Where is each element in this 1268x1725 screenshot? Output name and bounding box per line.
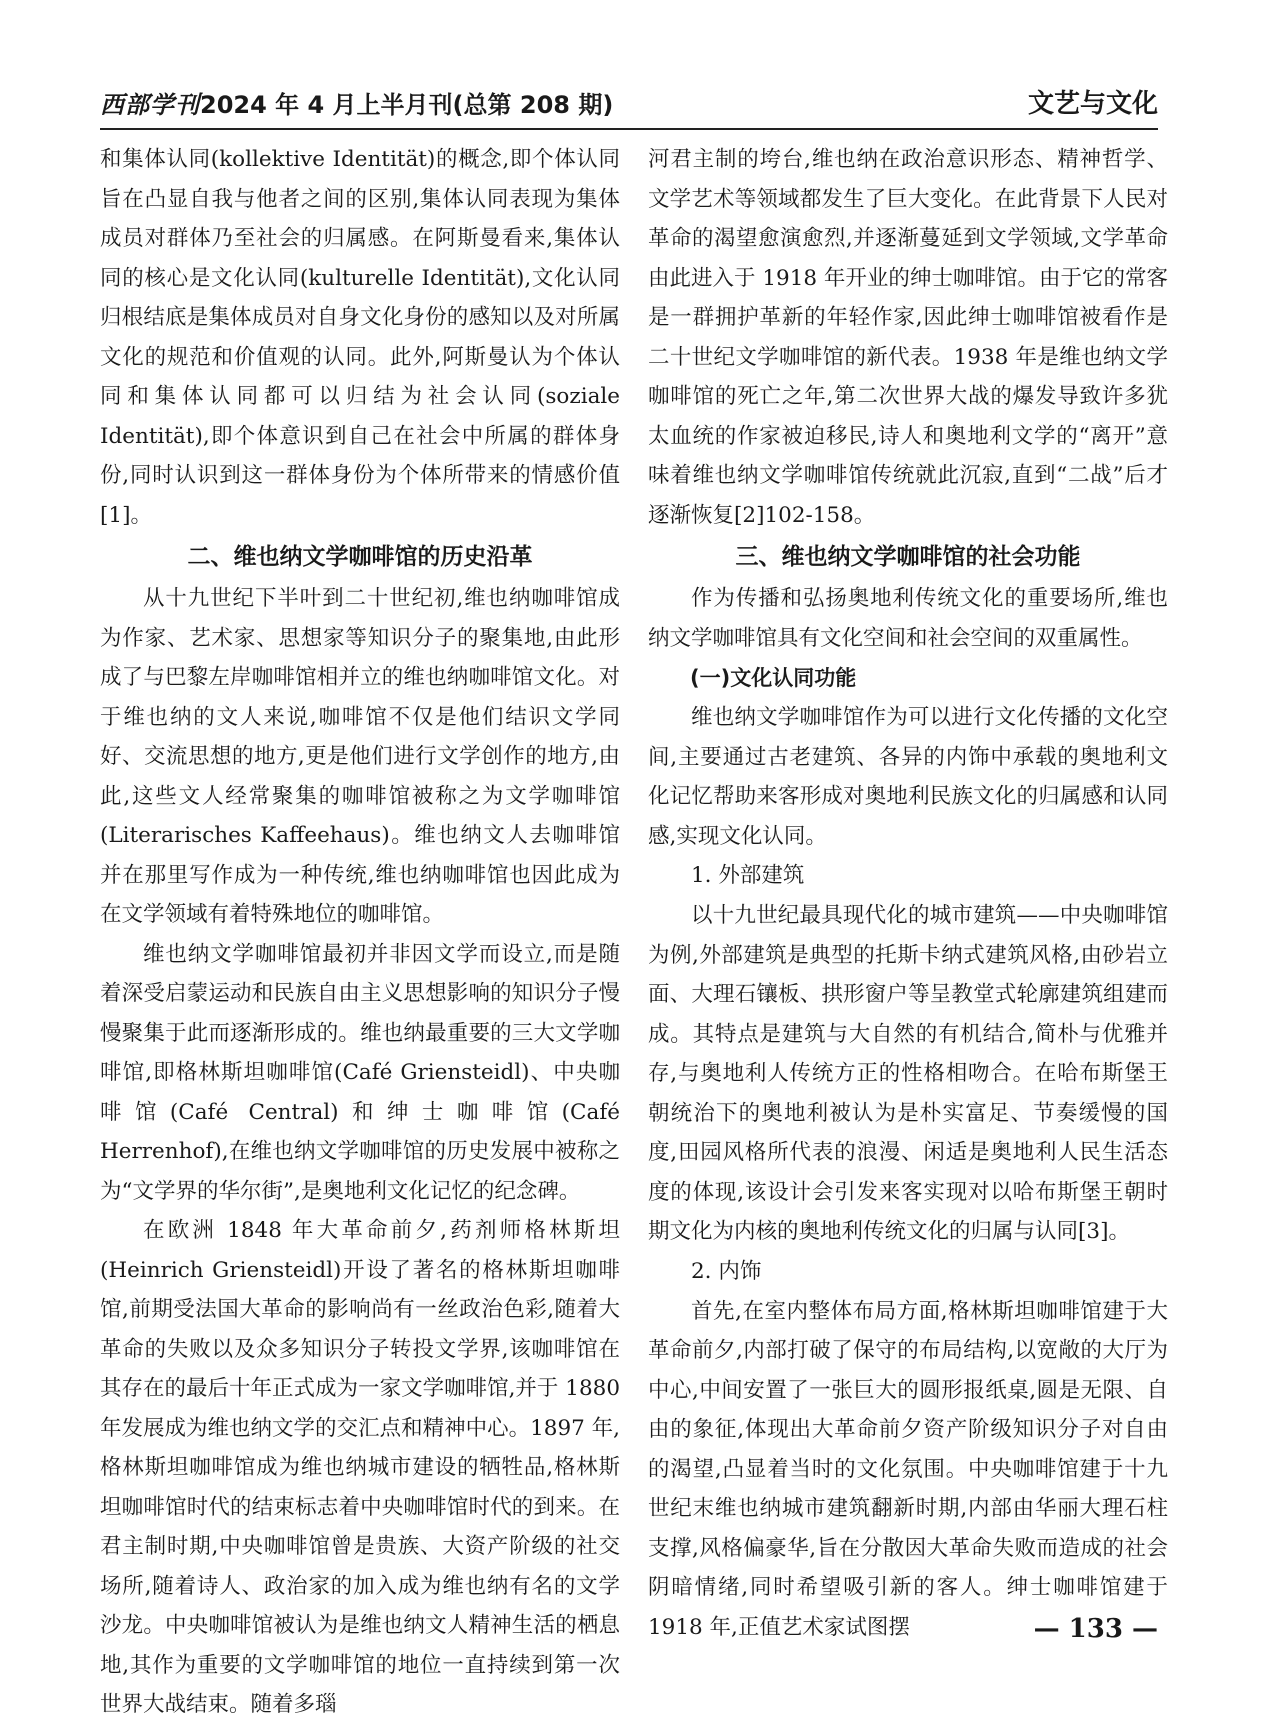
paragraph: 和集体认同(kollektive Identität)的概念,即个体认同旨在凸显自我与他者之间的区别,集体认同表现为集体成员对群体乃至社会的归属感。在阿斯曼看来,集体认同的核心是文化认同(kulturelle Identität),文化认同归根结底是集体成员对自身文化身份的感知以及对所属文化的规范和价值观的认同。此外,阿斯曼认为个体认同和集体认同都可以归结为社会认同(soziale Identität),即个体意识到自己在社会中所属的群体身份,同时认识到这一群体身份为个体所带来的情感价值[1]。 bbox=[100, 147, 620, 528]
section-heading: 二、维也纳文学咖啡馆的历史沿革 bbox=[187, 544, 533, 570]
page-number: — 133 — bbox=[1033, 1614, 1158, 1644]
paragraph: 维也纳文学咖啡馆作为可以进行文化传播的文化空间,主要通过古老建筑、各异的内饰中承载的奥地利文化记忆帮助来客形成对奥地利民族文化的归属感和认同感,实现文化认同。 bbox=[648, 705, 1168, 849]
subsubsection-heading: 2. 内饰 bbox=[691, 1258, 762, 1284]
right-column bbox=[648, 140, 1168, 1660]
paragraph: 河君主制的垮台,维也纳在政治意识形态、精神哲学、文学艺术等领域都发生了巨大变化。在此背景下人民对革命的渴望愈演愈烈,并逐渐蔓延到文学领域,文学革命由此进入于 1918 年开业的绅士咖啡馆。由于它的常客是一群拥护革新的年轻作家,因此绅士咖啡馆被看作是二十世纪文学咖啡馆的新代表。1938 年是维也纳文学咖啡馆的死亡之年,第二次世界大战的爆发导致许多犹太血统的作家被迫移民,诗人和奥地利文学的“离开”意味着维也纳文学咖啡馆传统就此沉寂,直到“二战”后才逐渐恢复[2]102-158。 bbox=[648, 147, 1168, 528]
subsubsection-heading: 1. 外部建筑 bbox=[691, 863, 805, 888]
journal-issue-line bbox=[100, 85, 613, 120]
paragraph: 在欧洲 1848 年大革命前夕,药剂师格林斯坦(Heinrich Griensteidl)开设了著名的格林斯坦咖啡馆,前期受法国大革命的影响尚有一丝政治色彩,随着大革命的失败以及众多知识分子转投文学界,该咖啡馆在其存在的最后十年正式成为一家文学咖啡馆,并于 1880 年发展成为维也纳文学的交汇点和精神中心。1897 年,格林斯坦咖啡馆成为维也纳城市建设的牺牲品,格林斯坦咖啡馆时代的结束标志着中央咖啡馆时代的到来。在君主制时期,中央咖啡馆曾是贵族、大资产阶级的社交场所,随着诗人、政治家的加入成为维也纳有名的文学沙龙。中央咖啡馆被认为是维也纳文人精神生活的栖息地,其作为重要的文学咖啡馆的地位一直持续到第一次世界大战结束。随着多瑙 bbox=[100, 1218, 620, 1717]
section-heading: 三、维也纳文学咖啡馆的社会功能 bbox=[735, 544, 1081, 570]
paragraph: 首先,在室内整体布局方面,格林斯坦咖啡馆建于大革命前夕,内部打破了保守的布局结构,以宽敞的大厅为中心,中间安置了一张巨大的圆形报纸桌,圆是无限、自由的象征,体现出大革命前夕资产阶级知识分子对自由的渴望,凸显着当时的文化氛围。中央咖啡馆建于十九世纪末维也纳城市建筑翻新时期,内部由华丽大理石柱支撑,风格偏豪华,旨在分散因大革命失败而造成的社会阴暗情绪,同时希望吸引新的客人。绅士咖啡馆建于 1918 年,正值艺术家试图摆 bbox=[648, 1298, 1168, 1640]
journal-logo: 西部学刊 bbox=[100, 90, 200, 119]
subsection-heading: (一)文化认同功能 bbox=[690, 666, 857, 690]
issue-info: 2024 年 4 月上半月刊(总第 208 期) bbox=[200, 91, 614, 119]
section-title: 文艺与文化 bbox=[1027, 89, 1158, 119]
paragraph: 作为传播和弘扬奥地利传统文化的重要场所,维也纳文学咖啡馆具有文化空间和社会空间的双重属性。 bbox=[648, 586, 1168, 651]
left-column bbox=[100, 140, 620, 1717]
paragraph: 从十九世纪下半叶到二十世纪初,维也纳咖啡馆成为作家、艺术家、思想家等知识分子的聚集地,由此形成了与巴黎左岸咖啡馆相并立的维也纳咖啡馆文化。对于维也纳的文人来说,咖啡馆不仅是他们结识文学同好、交流思想的地方,更是他们进行文学创作的地方,由此,这些文人经常聚集的咖啡馆被称之为文学咖啡馆(Literarisches Kaffeehaus)。维也纳文人去咖啡馆并在那里写作成为一种传统,维也纳咖啡馆也因此成为在文学领域有着特殊地位的咖啡馆。 bbox=[100, 586, 620, 927]
paragraph: 以十九世纪最具现代化的城市建筑——中央咖啡馆为例,外部建筑是典型的托斯卡纳式建筑风格,由砂岩立面、大理石镶板、拱形窗户等呈教堂式轮廓建筑组建而成。其特点是建筑与大自然的有机结合,简朴与优雅并存,与奥地利人传统方正的性格相吻合。在哈布斯堡王朝统治下的奥地利被认为是朴实富足、节奏缓慢的国度,田园风格所代表的浪漫、闲适是奥地利人民生活态度的体现,该设计会引发来客实现对以哈布斯堡王朝时期文化为内核的奥地利传统文化的归属与认同[3]。 bbox=[648, 903, 1168, 1244]
paragraph: 维也纳文学咖啡馆最初并非因文学而设立,而是随着深受启蒙运动和民族自由主义思想影响的知识分子慢慢聚集于此而逐渐形成的。维也纳最重要的三大文学咖啡馆,即格林斯坦咖啡馆(Café Griensteidl)、中央咖啡馆(Café Central)和绅士咖啡馆(Café Herrenhof),在维也纳文学咖啡馆的历史发展中被称之为“文学界的华尔街”,是奥地利文化记忆的纪念碑。 bbox=[100, 941, 620, 1204]
page-header bbox=[100, 80, 1158, 130]
